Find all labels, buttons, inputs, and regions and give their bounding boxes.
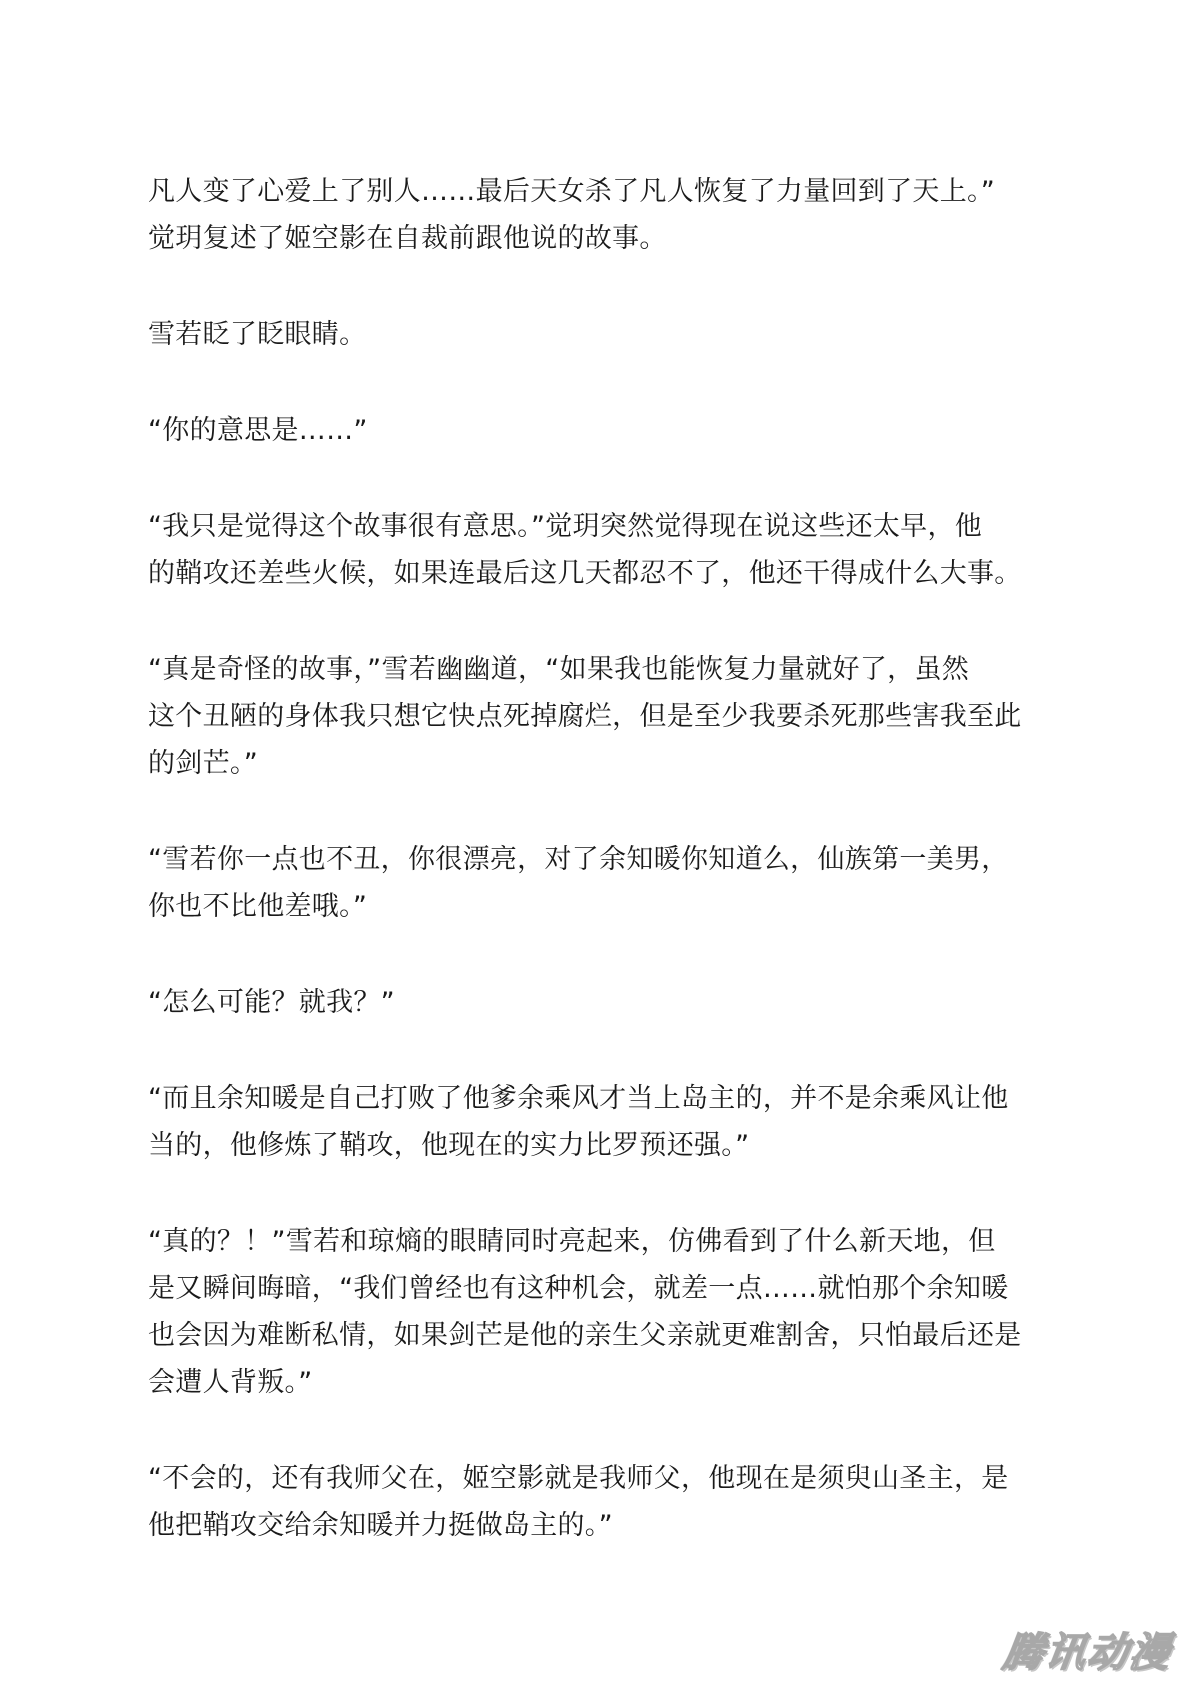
paragraph-2: 雪若眨了眨眼睛。 <box>148 319 367 350</box>
paragraph-9: “真的？！”雪若和琼熵的眼睛同时亮起来，仿佛看到了什么新天地，但 是又瞬间晦暗，“我们曾经也有这种机会，就差一点……就怕那个余知暖 也会因为难断私情，如果剑芒是他的亲生父亲就更难割舍，只怕最后还是 会遭人背叛。” <box>148 1226 1022 1398</box>
story-text <box>148 168 1068 1598</box>
paragraph-10: “不会的，还有我师父在，姬空影就是我师父，他现在是须臾山圣主，是 他把鞘攻交给余知暖并力挺做岛主的。” <box>148 1463 1009 1541</box>
watermark-logo: 腾讯动漫 <box>1000 1630 1175 1676</box>
paragraph-4: “我只是觉得这个故事很有意思。”觉玥突然觉得现在说这些还太早，他 的鞘攻还差些火候，如果连最后这几天都忍不了，他还干得成什么大事。 <box>148 511 1022 589</box>
paragraph-5: “真是奇怪的故事，”雪若幽幽道，“如果我也能恢复力量就好了，虽然 这个丑陋的身体我只想它快点死掉腐烂，但是至少我要杀死那些害我至此 的剑芒。” <box>148 654 1022 779</box>
paragraph-7: “怎么可能？就我？” <box>148 987 395 1018</box>
paragraph-1: 凡人变了心爱上了别人……最后天女杀了凡人恢复了力量回到了天上。” 觉玥复述了姬空影在自裁前跟他说的故事。 <box>148 176 996 254</box>
paragraph-8: “而且余知暖是自己打败了他爹余乘风才当上岛主的，并不是余乘风让他 当的，他修炼了鞘攻，他现在的实力比罗预还强。” <box>148 1083 1009 1161</box>
paragraph-6: “雪若你一点也不丑，你很漂亮，对了余知暖你知道么，仙族第一美男， 你也不比他差哦。” <box>148 844 1009 922</box>
paragraph-3: “你的意思是……” <box>148 415 368 446</box>
